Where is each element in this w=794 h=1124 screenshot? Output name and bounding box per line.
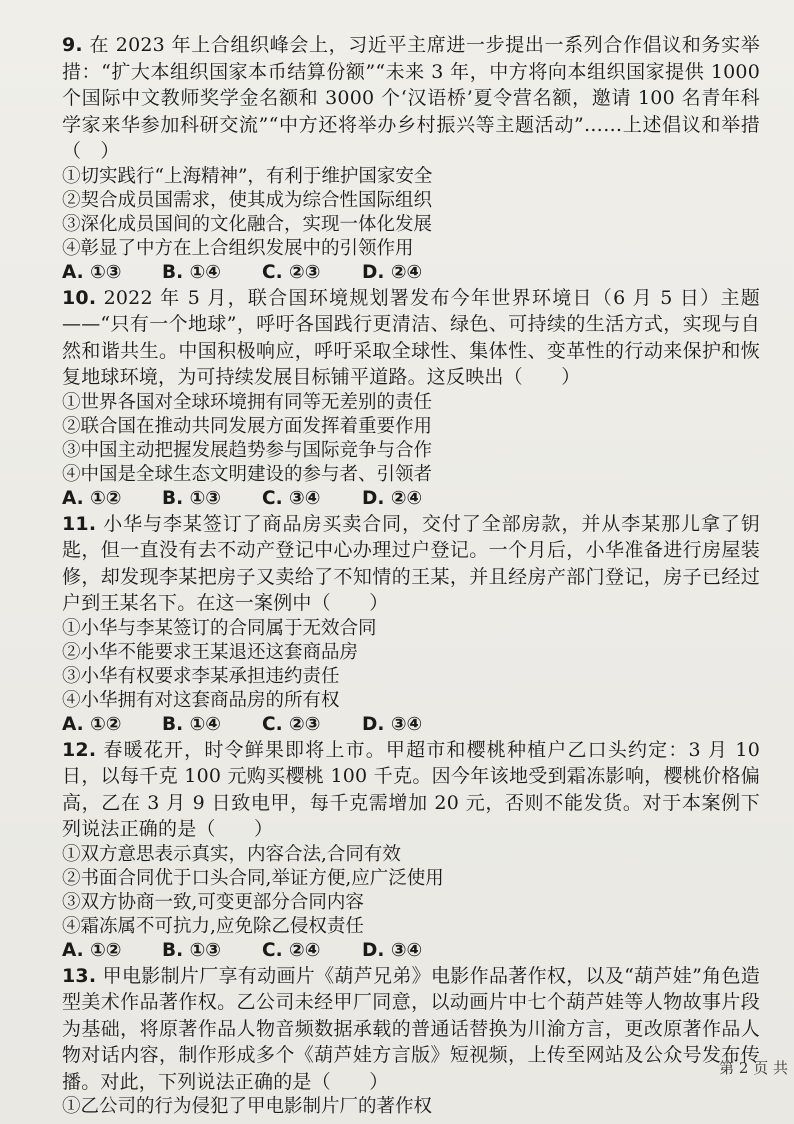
option-2: ②小华不能要求王某退还这套商品房 [62, 641, 359, 663]
question-number: 12. [62, 738, 97, 761]
option-4: ④彰显了中方在上合组织发展中的引领作用 [62, 237, 414, 259]
choice-a: A. ①② [62, 713, 122, 735]
option-3: ③小华有权要求李某承担违约责任 [62, 665, 340, 687]
option-3: ③中国主动把握发展趋势参与国际竞争与合作 [62, 439, 433, 461]
option-4: ④中国是全球生态文明建设的参与者、引领者 [62, 463, 433, 485]
question-stem: 甲电影制片厂享有动画片《葫芦兄弟》电影作品著作权，以及“葫芦娃”角色造型美术作品著作权。乙公司未经甲厂同意，以动画片中七个葫芦娃等人物故事片段为基础，将原著作品人物音频数据承载的普通话替换为川渝方言，更改原著作品人物对话内容，制作形成多个《葫芦娃方言版》短视频，上传至网站及公众号发布传播。对此，下列说法正确的是（ ） [62, 964, 760, 1093]
question-number: 10. [62, 286, 97, 309]
question-stem: 在 2023 年上合组织峰会上，习近平主席进一步提出一系列合作倡议和务实举措：“扩大本组织国家本币结算份额”“未来 3 年，中方将向本组织国家提供 1000 个国际中文教师奖学金名额和 3000 个‘汉语桥’夏令营名额，邀请 100 名青年科学家来华参加科研交流”“中方还将举办乡村振兴等主题活动”……上述倡议和举措（ ） [62, 34, 760, 162]
choice-d: D. ②④ [362, 487, 423, 509]
question-9 [62, 32, 760, 285]
question-11 [62, 511, 760, 737]
choice-c: C. ②④ [262, 939, 321, 961]
question-number: 13. [62, 964, 97, 987]
question-number: 9. [62, 34, 83, 56]
answer-choices [62, 939, 760, 963]
choice-d: D. ③④ [362, 939, 423, 961]
page-number: 第 2 页 共 [719, 1059, 788, 1077]
choice-a: A. ①② [62, 487, 122, 509]
answer-choices [62, 261, 760, 285]
question-stem: 小华与李某签订了商品房买卖合同，交付了全部房款，并从李某那儿拿了钥匙，但一直没有去不动产登记中心办理过户登记。一个月后，小华准备进行房屋装修，却发现李某把房子又卖给了不知情的王某，并且经房产部门登记，房子已经过户到王某名下。在这一案例中（ ） [62, 512, 760, 614]
answer-choices [62, 487, 760, 511]
option-2: ②契合成员国需求，使其成为综合性国际组织 [62, 189, 433, 211]
choice-a: A. ①③ [62, 261, 122, 283]
choice-d: D. ②④ [362, 261, 423, 283]
choice-b: B. ①③ [162, 939, 221, 961]
option-2: ②联合国在推动共同发展方面发挥着重要作用 [62, 415, 433, 437]
choice-b: B. ①③ [162, 487, 221, 509]
choice-b: B. ①④ [162, 713, 221, 735]
question-stem: 2022 年 5 月，联合国环境规划署发布今年世界环境日（6 月 5 日）主题——“只有一个地球”，呼吁各国践行更清洁、绿色、可持续的生活方式，实现与自然和谐共生。中国积极响应，呼吁采取全球性、集体性、变革性的行动来保护和恢复地球环境，为可持续发展目标铺平道路。这反映出（ ） [62, 286, 760, 388]
option-4: ④霜冻属不可抗力,应免除乙侵权责任 [62, 915, 364, 937]
choice-d: D. ③④ [362, 713, 423, 735]
option-3: ③双方协商一致,可变更部分合同内容 [62, 891, 364, 913]
choice-c: C. ③④ [262, 487, 321, 509]
choice-b: B. ①④ [162, 261, 221, 283]
choice-c: C. ②③ [262, 713, 321, 735]
question-10 [62, 285, 760, 511]
choice-a: A. ①② [62, 939, 122, 961]
question-13 [62, 963, 760, 1120]
option-1: ①乙公司的行为侵犯了甲电影制片厂的著作权 [62, 1096, 433, 1117]
option-1: ①世界各国对全球环境拥有同等无差别的责任 [62, 391, 433, 413]
question-12 [62, 737, 760, 963]
option-2: ②书面合同优于口头合同,举证方便,应广泛使用 [62, 867, 444, 889]
option-4: ④小华拥有对这套商品房的所有权 [62, 689, 340, 711]
option-1: ①双方意思表示真实，内容合法,合同有效 [62, 843, 401, 865]
question-stem: 春暖花开，时令鲜果即将上市。甲超市和樱桃种植户乙口头约定：3 月 10 日，以每千克 100 元购买樱桃 100 千克。因今年该地受到霜冻影响，樱桃价格偏高，乙在 3 月 9 日致电甲，每千克需增加 20 元，否则不能发货。对于本案例下列说法正确的是（ ） [62, 738, 760, 840]
answer-choices [62, 713, 760, 737]
option-3: ③深化成员国间的文化融合，实现一体化发展 [62, 213, 433, 235]
option-1: ①小华与李某签订的合同属于无效合同 [62, 617, 377, 639]
choice-c: C. ②③ [262, 261, 321, 283]
question-number: 11. [62, 512, 97, 535]
option-1: ①切实践行“上海精神”，有利于维护国家安全 [62, 165, 433, 187]
